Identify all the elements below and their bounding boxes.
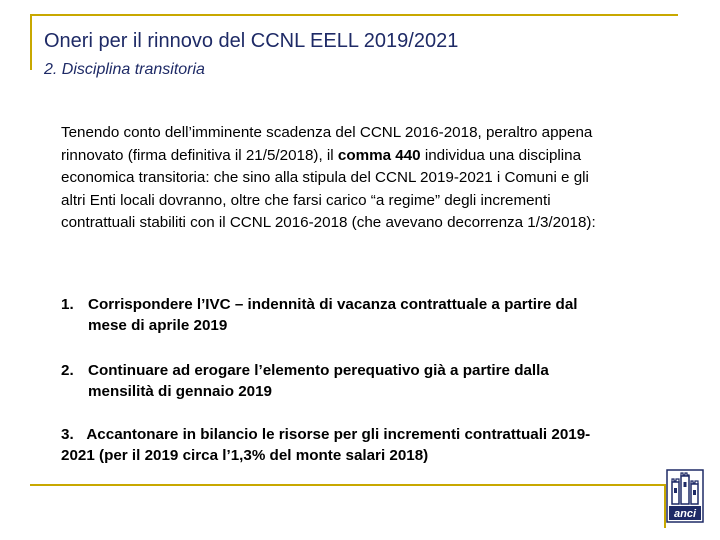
list-item-1	[61, 294, 606, 336]
intro-bold-comma: comma 440	[337, 146, 421, 164]
slide-subtitle: 2. Disciplina transitoria	[44, 61, 205, 78]
slide-title: Oneri per il rinnovo del CCNL EELL 2019/2021	[44, 30, 459, 52]
list-item-3	[61, 424, 606, 466]
list-item-text: Continuare ad erogare l’elemento perequativo già a partire dalla mensilità di gennaio 2019	[88, 362, 549, 400]
list-item-text: Accantonare in bilancio le risorse per gli incrementi contrattuali 2019-2021 (per il 2019 circa l’1,3% del monte salari 2018)	[61, 426, 591, 464]
intro-text-1: Tenendo conto dell’imminente scadenza del CCNL 2016-2018, peraltro appena rinnovato (firma definitiva il 21/5/2018), il	[61, 124, 593, 164]
intro-text-2: individua una disciplina economica transitoria: che sino alla stipula del CCNL 2019-2021 i Comuni e gli altri Enti locali dovranno, oltre che farsi carico “a regime” degli incrementi contrattuali stabiliti con il CCNL 2016-2018 (che avevano decorrenza 1/3/2018):	[61, 146, 596, 231]
left-rule	[30, 14, 32, 70]
list-item-2	[61, 360, 606, 402]
intro-paragraph	[61, 122, 606, 235]
list-item-number: 1.	[61, 296, 74, 313]
bottom-rule	[30, 484, 666, 486]
logo-text: anci	[673, 508, 697, 520]
list-item-number: 3.	[61, 426, 74, 443]
top-rule	[30, 14, 678, 16]
list-item-text: Corrispondere l’IVC – indennità di vacanza contrattuale a partire dal mese di aprile 2019	[88, 296, 578, 334]
anci-logo-icon	[666, 468, 704, 524]
list-item-number: 2.	[61, 362, 74, 379]
